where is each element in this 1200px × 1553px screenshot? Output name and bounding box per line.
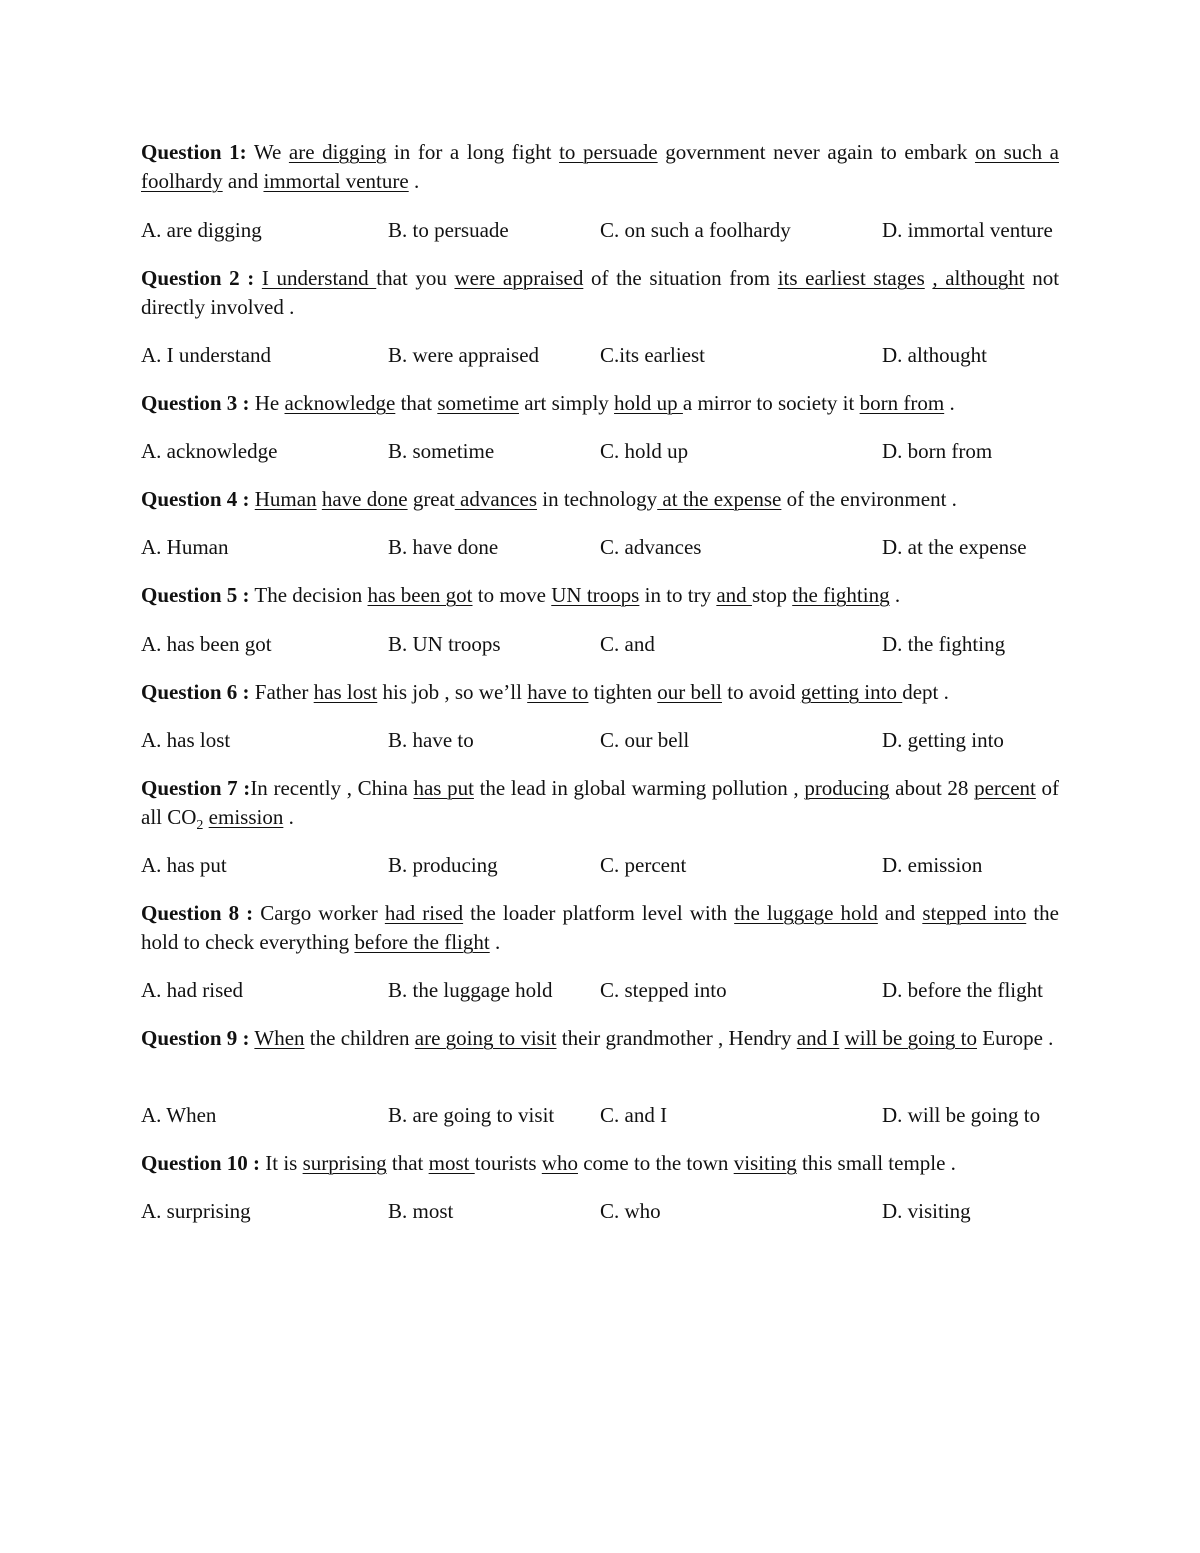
question-text: . (489, 930, 501, 954)
underlined-phrase: have done (321, 487, 408, 511)
underlined-phrase: has lost (313, 680, 378, 704)
option-c: C. on such a foolhardy (600, 218, 791, 242)
underlined-phrase: advances (454, 487, 538, 511)
underlined-phrase: hold up (614, 391, 683, 415)
options-9 (141, 1101, 1059, 1130)
question-text: He (249, 391, 285, 415)
option-c: C. our bell (600, 728, 690, 752)
options-2 (141, 341, 1059, 370)
underlined-phrase: at the expense (657, 487, 782, 511)
options-8 (141, 976, 1059, 1005)
option-a: A. has put (141, 853, 227, 877)
underlined-phrase: to persuade (559, 140, 658, 164)
question-number: Question 6 : (141, 680, 250, 704)
option-b: B. are going to visit (388, 1103, 555, 1127)
option-a: A. I understand (141, 343, 272, 367)
question-text: the hold to check everything (141, 901, 1059, 954)
question-text: and (877, 901, 923, 925)
question-text: . (408, 169, 420, 193)
underlined-phrase: emission (208, 805, 284, 829)
question-text: Cargo worker (253, 901, 385, 925)
underlined-phrase: percent (974, 776, 1036, 800)
option-d: D. the fighting (882, 632, 1006, 656)
option-d: D. immortal venture (882, 218, 1053, 242)
question-number: Question 5 : (141, 583, 250, 607)
option-b: B. the luggage hold (388, 978, 553, 1002)
question-text: We (246, 140, 289, 164)
question-6 (141, 678, 1059, 707)
question-text: that you (376, 266, 455, 290)
question-text: dept . (902, 680, 949, 704)
options-7 (141, 851, 1059, 880)
question-text: and (222, 169, 264, 193)
question-text: the lead in global warming pollution , (473, 776, 805, 800)
option-c: C. who (600, 1199, 661, 1223)
option-a: A. When (141, 1103, 217, 1127)
question-1 (141, 138, 1059, 196)
question-text: tighten (588, 680, 658, 704)
question-text: the loader platform level with (463, 901, 735, 925)
option-b: B. were appraised (388, 343, 540, 367)
underlined-phrase: were appraised (454, 266, 584, 290)
option-b: B. sometime (388, 439, 495, 463)
option-c: C. advances (600, 535, 702, 559)
underlined-phrase: before the flight (354, 930, 490, 954)
option-c: C. and I (600, 1103, 668, 1127)
question-8 (141, 899, 1059, 957)
option-c: C.its earliest (600, 343, 705, 367)
underlined-phrase: sometime (437, 391, 519, 415)
option-a: A. Human (141, 535, 229, 559)
question-7 (141, 774, 1059, 832)
question-number: Question 4 : (141, 487, 250, 511)
option-d: D. born from (882, 439, 993, 463)
option-c: C. percent (600, 853, 687, 877)
option-d: D. visiting (882, 1199, 971, 1223)
question-text: to avoid (721, 680, 801, 704)
question-text: of the environment . (781, 487, 957, 511)
question-text: It is (260, 1151, 303, 1175)
option-d: D. althought (882, 343, 987, 367)
underlined-phrase: UN troops (551, 583, 640, 607)
question-number: Question 9 : (141, 1026, 250, 1050)
underlined-phrase: are digging (288, 140, 387, 164)
underlined-phrase: on such a foolhardy (141, 140, 1059, 193)
question-text: about 28 (889, 776, 975, 800)
underlined-phrase: our bell (657, 680, 722, 704)
question-text: that (386, 1151, 429, 1175)
underlined-phrase: and (716, 583, 752, 607)
underlined-phrase: born from (859, 391, 945, 415)
underlined-phrase: will be going to (844, 1026, 978, 1050)
option-b: B. producing (388, 853, 498, 877)
option-d: D. getting into (882, 728, 1004, 752)
options-3 (141, 437, 1059, 466)
options-6 (141, 726, 1059, 755)
question-text: of all CO (141, 776, 1060, 829)
option-a: A. has been got (141, 632, 272, 656)
question-text: not directly involved . (141, 266, 1060, 319)
underlined-phrase: producing (804, 776, 890, 800)
option-c: C. stepped into (600, 978, 727, 1002)
option-a: A. are digging (141, 218, 262, 242)
underlined-phrase: acknowledge (284, 391, 396, 415)
question-text: . (889, 583, 901, 607)
question-text: In recently , China (250, 776, 414, 800)
question-text: tourists (474, 1151, 542, 1175)
underlined-phrase: I understand (261, 266, 377, 290)
underlined-phrase: have to (527, 680, 589, 704)
underlined-phrase: its earliest stages (777, 266, 925, 290)
underlined-phrase: visiting (733, 1151, 797, 1175)
underlined-phrase: Human (254, 487, 317, 511)
question-text: this small temple . (796, 1151, 956, 1175)
underlined-phrase: the fighting (792, 583, 890, 607)
question-number: Question 1: (141, 140, 247, 164)
question-text: Father (249, 680, 314, 704)
underlined-phrase: has put (413, 776, 474, 800)
underlined-phrase: When (254, 1026, 305, 1050)
option-a: A. had rised (141, 978, 244, 1002)
option-d: D. before the flight (882, 978, 1043, 1002)
question-text: come to the town (577, 1151, 734, 1175)
options-10 (141, 1197, 1059, 1226)
question-text: of the situation from (583, 266, 778, 290)
option-b: B. to persuade (388, 218, 509, 242)
question-text: art simply (518, 391, 615, 415)
option-a: A. acknowledge (141, 439, 278, 463)
question-3 (141, 389, 1059, 418)
options-1 (141, 216, 1059, 245)
option-c: C. and (600, 632, 655, 656)
underlined-phrase: immortal venture (263, 169, 409, 193)
question-2 (141, 264, 1059, 322)
question-text: stop (751, 583, 793, 607)
underlined-phrase: most (428, 1151, 475, 1175)
question-number: Question 2 : (141, 266, 255, 290)
option-a: A. surprising (141, 1199, 251, 1223)
question-text: the children (304, 1026, 415, 1050)
underlined-phrase: had rised (384, 901, 464, 925)
underlined-phrase: stepped into (922, 901, 1027, 925)
question-text: government never again to embark (657, 140, 975, 164)
underlined-phrase: surprising (302, 1151, 387, 1175)
underlined-phrase: getting into (800, 680, 903, 704)
options-4 (141, 533, 1059, 562)
question-text: . (283, 805, 294, 829)
question-text: great (407, 487, 455, 511)
question-text: that (395, 391, 438, 415)
underlined-phrase: and I (796, 1026, 840, 1050)
question-text: in for a long fight (386, 140, 560, 164)
question-9 (141, 1024, 1059, 1053)
underlined-phrase: who (541, 1151, 578, 1175)
question-text: his job , so we’ll (377, 680, 528, 704)
option-a: A. has lost (141, 728, 231, 752)
question-text: . (944, 391, 955, 415)
option-d: D. will be going to (882, 1103, 1041, 1127)
underlined-phrase: the luggage hold (734, 901, 878, 925)
option-c: C. hold up (600, 439, 689, 463)
question-text: to move (472, 583, 552, 607)
option-b: B. UN troops (388, 632, 501, 656)
question-text: in to try (639, 583, 717, 607)
question-number: Question 3 : (141, 391, 250, 415)
question-number: Question 10 : (141, 1151, 261, 1175)
question-10 (141, 1149, 1059, 1178)
underlined-phrase: has been got (367, 583, 473, 607)
question-text (254, 266, 262, 290)
question-number: Question 8 : (141, 901, 254, 925)
option-d: D. emission (882, 853, 983, 877)
question-text: their grandmother , Hendry (556, 1026, 797, 1050)
question-text: Europe . (977, 1026, 1054, 1050)
subscript: 2 (196, 818, 204, 834)
question-4 (141, 485, 1059, 514)
question-text: a mirror to society it (682, 391, 860, 415)
question-number: Question 7 : (141, 776, 251, 800)
question-text: The decision (249, 583, 368, 607)
question-5 (141, 581, 1059, 610)
underlined-phrase: are going to visit (414, 1026, 557, 1050)
option-b: B. have done (388, 535, 499, 559)
option-b: B. have to (388, 728, 474, 752)
option-b: B. most (388, 1199, 454, 1223)
options-5 (141, 630, 1059, 659)
underlined-phrase: , althought (932, 266, 1025, 290)
option-d: D. at the expense (882, 535, 1027, 559)
question-text: in technology (537, 487, 658, 511)
